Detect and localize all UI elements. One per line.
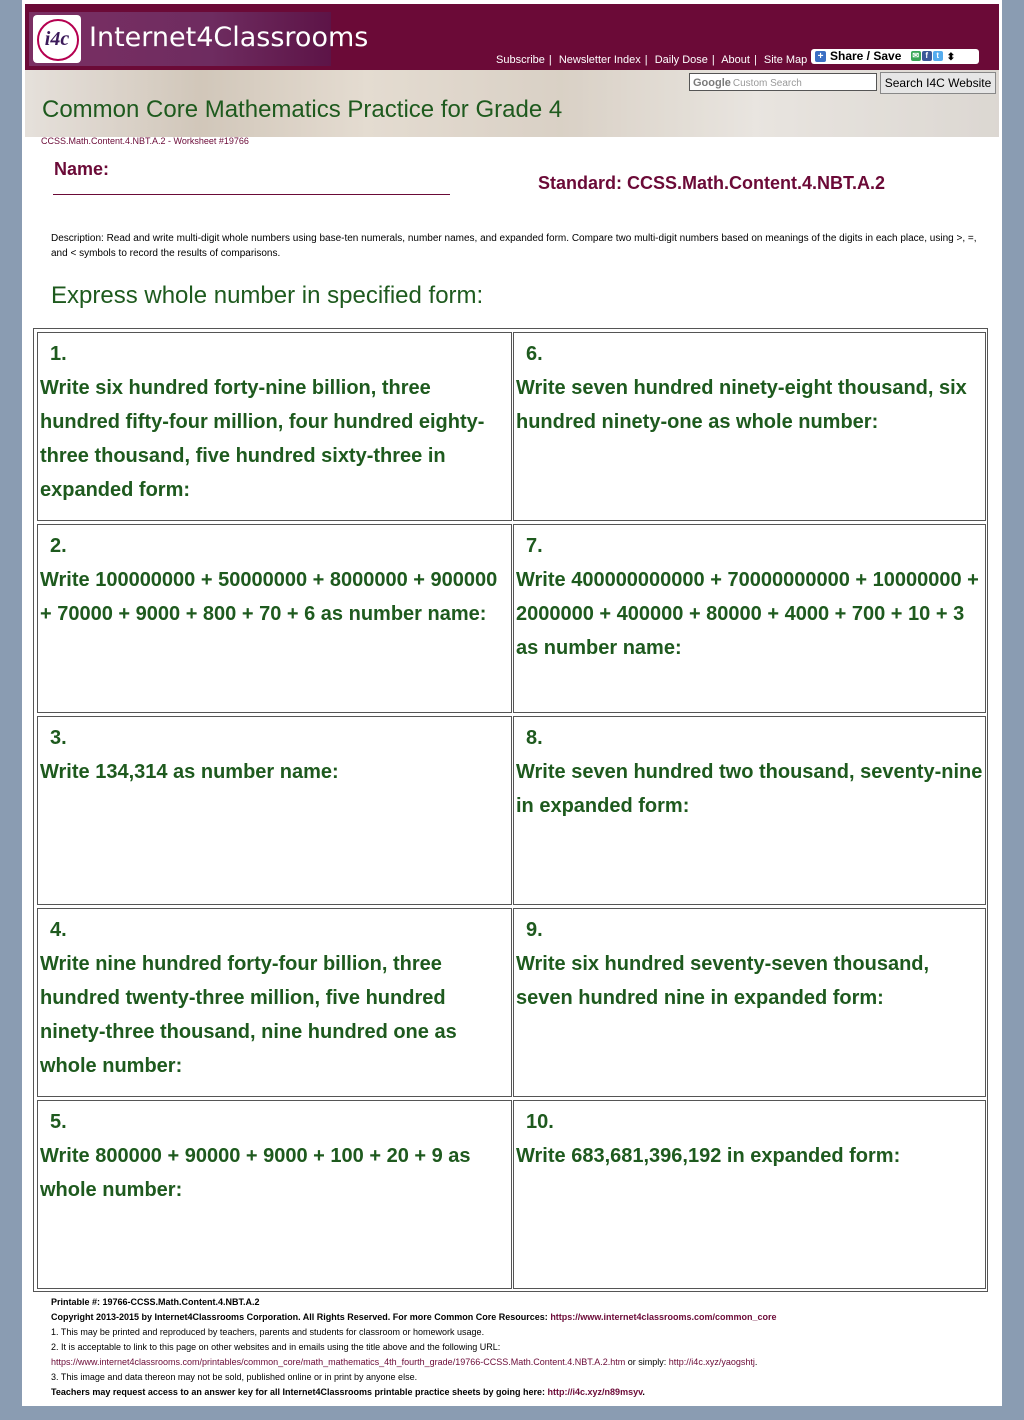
question-text: Write six hundred forty-nine billion, three hundred fifty-four million, four hundred eighty-three thousand, five hundred sixty-three in expanded form: — [40, 377, 485, 501]
nav-site-map[interactable]: Site Map — [763, 54, 808, 66]
footer — [51, 1295, 995, 1400]
plus-icon: + — [815, 51, 826, 62]
question-number: 3. — [50, 727, 67, 749]
question-number: 8. — [526, 727, 543, 749]
note-1: 1. This may be printed and reproduced by teachers, parents and students for classroom or homework usage. — [51, 1327, 485, 1337]
question-cell-2 — [37, 524, 512, 713]
page-title: Common Core Mathematics Practice for Grade 4 — [42, 96, 563, 123]
question-cell-6 — [513, 332, 986, 521]
question-number: 10. — [526, 1111, 554, 1133]
common-core-link[interactable]: https://www.internet4classrooms.com/common_core — [550, 1312, 777, 1322]
question-text: Write 683,681,396,192 in expanded form: — [516, 1145, 901, 1167]
description: Description: Read and write multi-digit whole numbers using base-ten numerals, number names, and expanded form. Compare two multi-digit numbers based on meanings of the digits in each place, using >, =, and < symbols to record the results of comparisons. — [51, 233, 977, 259]
chevron-updown-icon: ⬍ — [946, 52, 956, 63]
answer-key-link[interactable]: http://i4c.xyz/n89msyv — [547, 1387, 643, 1397]
question-number: 7. — [526, 535, 543, 557]
site-banner — [25, 4, 999, 70]
question-cell-5 — [37, 1100, 512, 1289]
question-cell-8 — [513, 716, 986, 905]
copyright: Copyright 2013-2015 by Internet4Classrooms Corporation. All Rights Reserved. For more Common Core Resources: https://www.internet4classrooms.com/common_core — [51, 1312, 777, 1322]
question-cell-3 — [37, 716, 512, 905]
note-3: 3. This image and data thereon may not be sold, published online or in print by anyone else. — [51, 1372, 418, 1382]
google-logo: Google — [693, 77, 731, 89]
question-text: Write nine hundred forty-four billion, three hundred twenty-three million, five hundred ninety-three thousand, nine hundred one as whole number: — [40, 953, 457, 1077]
questions-grid — [33, 328, 988, 1292]
site-logo[interactable] — [29, 12, 369, 66]
facebook-icon: f — [922, 51, 932, 61]
search-input[interactable]: Google Custom Search — [689, 73, 877, 91]
question-text: Write seven hundred two thousand, seventy-nine in expanded form: — [516, 761, 983, 817]
note-2-urls: https://www.internet4classrooms.com/printables/common_core/math_mathematics_4th_fourth_grade/19766-CCSS.Math.Content.4.NBT.A.2.htm or simply: http://i4c.xyz/yaogshtj. — [51, 1357, 758, 1367]
question-cell-10 — [513, 1100, 986, 1289]
question-text: Write 134,314 as number name: — [40, 761, 339, 783]
logo-text: Internet4Classrooms — [89, 22, 369, 53]
standard-label: Standard: CCSS.Math.Content.4.NBT.A.2 — [538, 173, 886, 193]
printable-number: Printable #: 19766-CCSS.Math.Content.4.NBT.A.2 — [51, 1297, 260, 1307]
question-cell-7 — [513, 524, 986, 713]
question-cell-4 — [37, 908, 512, 1097]
question-number: 4. — [50, 919, 67, 941]
nav-daily-dose[interactable]: Daily Dose — [654, 54, 708, 66]
question-text: Write 800000 + 90000 + 9000 + 100 + 20 + 9 as whole number: — [40, 1145, 471, 1201]
twitter-icon: t — [933, 51, 943, 61]
question-cell-1 — [37, 332, 512, 521]
worksheet-url-link[interactable]: https://www.internet4classrooms.com/printables/common_core/math_mathematics_4th_fourth_grade/19766-CCSS.Math.Content.4.NBT.A.2.htm — [51, 1357, 626, 1367]
question-cell-9 — [513, 908, 986, 1097]
question-number: 1. — [50, 343, 67, 365]
nav-about[interactable]: About — [721, 54, 750, 66]
question-number: 6. — [526, 343, 543, 365]
name-label: Name: — [54, 159, 110, 179]
short-url-link[interactable]: http://i4c.xyz/yaogshtj — [668, 1357, 755, 1367]
question-number: 2. — [50, 535, 67, 557]
question-text: Write six hundred seventy-seven thousand, seven hundred nine in expanded form: — [516, 953, 930, 1009]
answer-key-note: Teachers may request access to an answer key for all Internet4Classrooms printable practice sheets by going here: http://i4c.xyz/n89msyv. — [51, 1387, 645, 1397]
worksheet-page — [22, 0, 1002, 1406]
nav-subscribe[interactable]: Subscribe — [496, 54, 545, 66]
section-heading: Express whole number in specified form: — [51, 282, 484, 309]
question-text: Write seven hundred ninety-eight thousand, six hundred ninety-one as whole number: — [516, 377, 967, 433]
name-line — [53, 194, 450, 195]
search-button[interactable]: Search I4C Website — [880, 72, 996, 94]
worksheet-id: CCSS.Math.Content.4.NBT.A.2 - Worksheet #19766 — [41, 136, 249, 146]
top-nav: Subscribe | Newsletter Index | Daily Dose | About | Site Map — [496, 54, 808, 66]
i4c-logo-icon: i4c — [33, 15, 81, 63]
question-text: Write 400000000000 + 70000000000 + 10000000 + 2000000 + 400000 + 80000 + 4000 + 700 + 10 + 3 as number name: — [516, 569, 979, 659]
email-share-icon: ✉ — [912, 51, 920, 60]
question-text: Write 100000000 + 50000000 + 8000000 + 900000 + 70000 + 9000 + 800 + 70 + 6 as number name: — [40, 569, 498, 625]
nav-newsletter-index[interactable]: Newsletter Index — [558, 54, 641, 66]
question-number: 5. — [50, 1111, 67, 1133]
note-2: 2. It is acceptable to link to this page on other websites and in emails using the title above and the following URL: — [51, 1342, 501, 1352]
question-number: 9. — [526, 919, 543, 941]
share-save-button[interactable]: + Share / Save ✉ f t ⬍ — [811, 49, 979, 64]
